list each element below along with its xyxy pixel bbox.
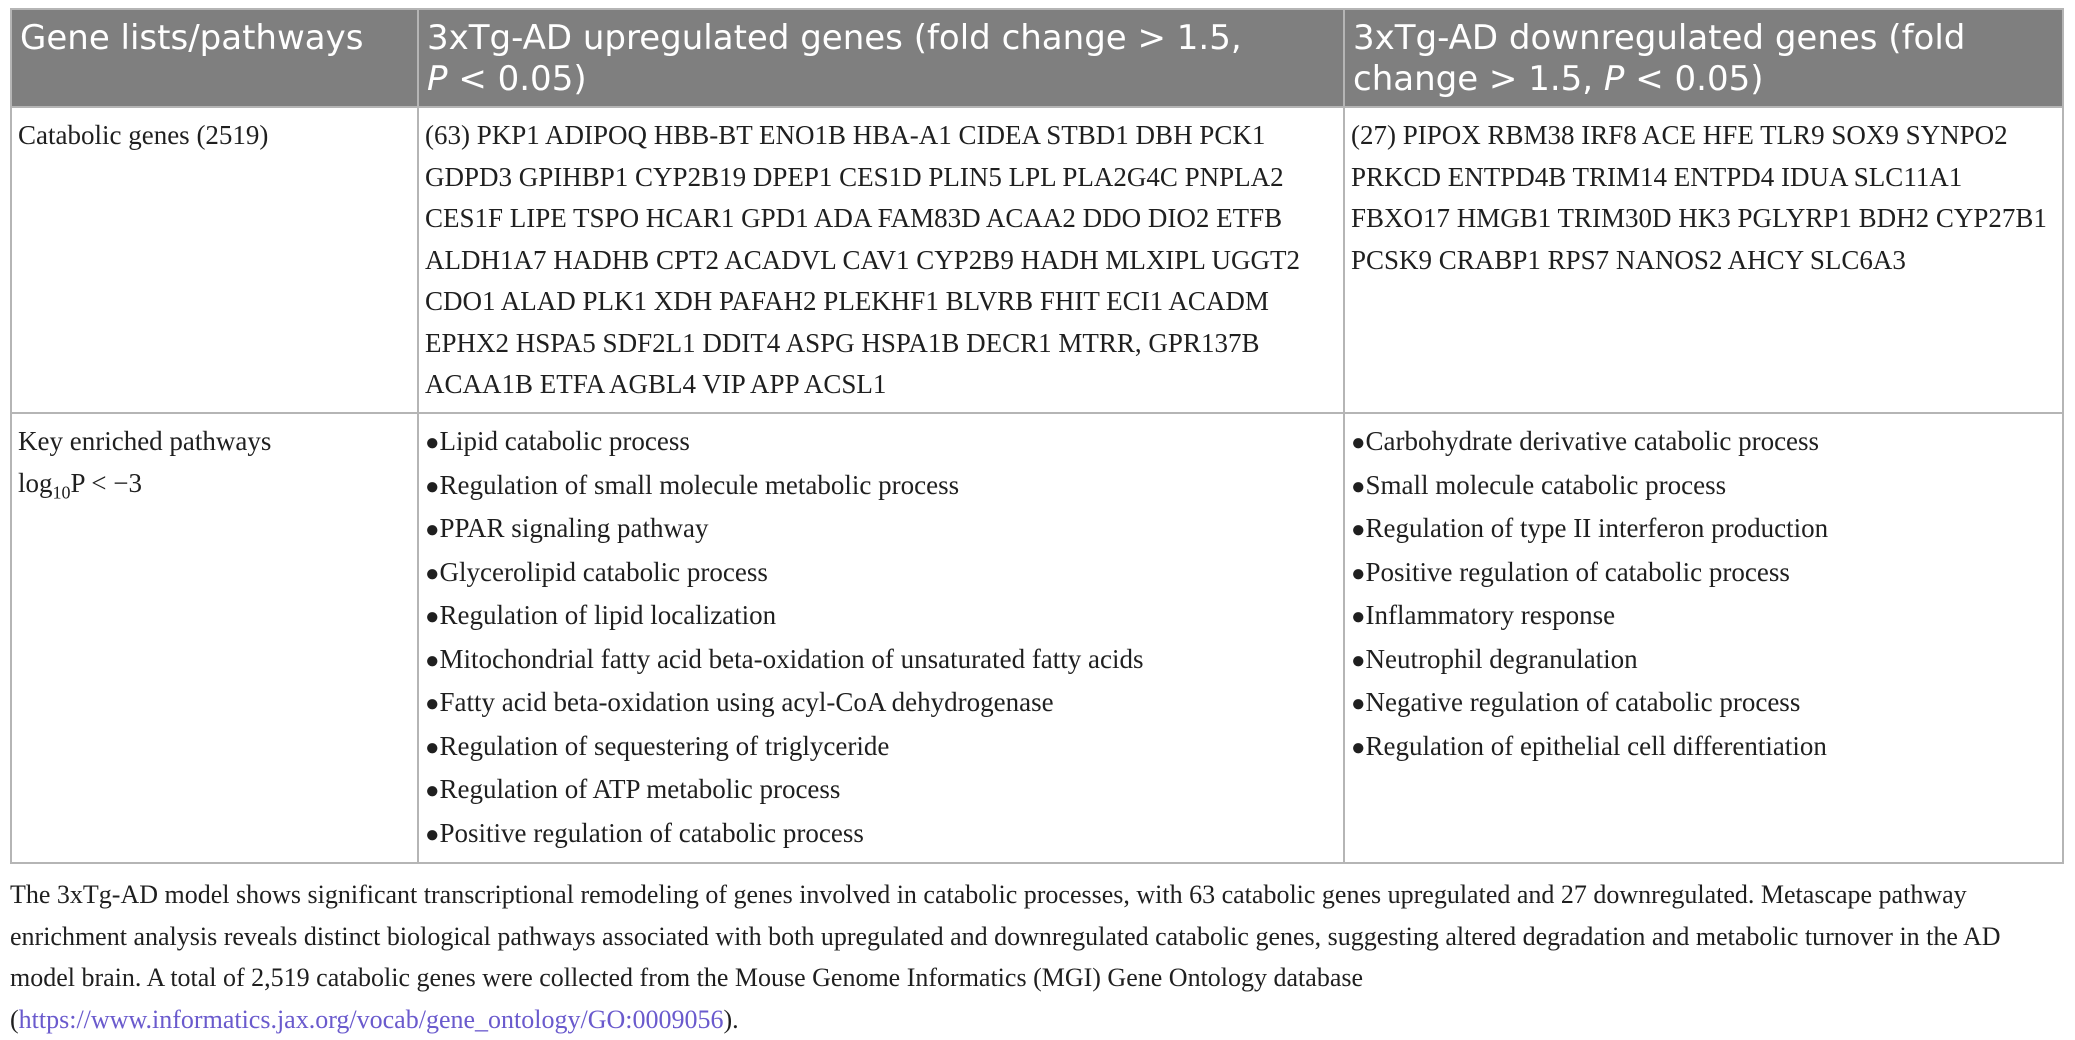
header-upregulated-threshold: < 0.05) <box>447 59 587 99</box>
upregulated-pathway-item <box>425 595 1333 639</box>
bullet-icon: ● <box>425 691 440 717</box>
caption-end: ). <box>723 1004 739 1034</box>
header-gene-lists <box>11 9 418 107</box>
downregulated-pathway-label: Carbohydrate derivative catabolic process <box>1365 426 1820 456</box>
bullet-icon: ● <box>425 778 440 804</box>
downregulated-pathway-item <box>1351 421 2052 465</box>
key-pathways-label <box>11 413 418 863</box>
downregulated-pathway-label: Positive regulation of catabolic process <box>1365 556 1790 587</box>
header-upregulated-p: P <box>427 59 448 99</box>
upregulated-pathway-item <box>425 421 1333 465</box>
upregulated-pathway-label: Regulation of sequestering of triglyceride <box>439 730 890 761</box>
bullet-icon: ● <box>1351 647 1366 674</box>
upregulated-pathway-item <box>425 813 1333 857</box>
upregulated-pathway-item <box>425 682 1333 726</box>
downregulated-pathway-item <box>1351 465 2052 509</box>
table-caption <box>10 874 2068 1040</box>
bullet-icon: ● <box>1351 473 1366 500</box>
log-threshold: P < −3 <box>70 467 142 498</box>
downregulated-pathway-label: Negative regulation of catabolic process <box>1365 687 1801 717</box>
bullet-icon: ● <box>425 734 440 761</box>
downregulated-pathway-item <box>1351 508 2052 552</box>
bullet-icon: ● <box>1351 517 1366 543</box>
key-pathways-label-line1: Key enriched pathways <box>18 426 272 456</box>
bullet-icon: ● <box>425 430 440 456</box>
downregulated-pathways-cell <box>1344 413 2063 863</box>
upregulated-pathway-list <box>425 421 1333 856</box>
bullet-icon: ● <box>1351 604 1366 630</box>
catabolic-genes-label: Catabolic genes (2519) <box>11 107 418 413</box>
upregulated-pathway-item <box>425 508 1333 552</box>
downregulated-pathway-item <box>1351 682 2052 726</box>
upregulated-gene-list: (63) PKP1 ADIPOQ HBB-BT ENO1B HBA-A1 CIDEA STBD1 DBH PCK1 GDPD3 GPIHBP1 CYP2B19 DPEP1 CES1D PLIN5 LPL PLA2G4C PNPLA2 CES1F LIPE TSPO HCAR1 GPD1 ADA FAM83D ACAA2 DDO DIO2 ETFB ALDH1A7 HADHB CPT2 ACADVL CAV1 CYP2B9 HADH MLXIPL UGGT2 CDO1 ALAD PLK1 XDH PAFAH2 PLEKHF1 BLVRB FHIT ECI1 ACADM EPHX2 HSPA5 SDF2L1 DDIT4 ASPG HSPA1B DECR1 MTRR, GPR137B ACAA1B ETFA AGBL4 VIP APP ACSL1 <box>418 107 1344 413</box>
bullet-icon: ● <box>1351 560 1366 587</box>
catabolic-genes-table <box>10 8 2064 864</box>
downregulated-pathway-label: Regulation of epithelial cell differentiation <box>1365 730 1827 761</box>
upregulated-pathway-label: Mitochondrial fatty acid beta-oxidation of unsaturated fatty acids <box>439 643 1144 674</box>
upregulated-pathway-label: Glycerolipid catabolic process <box>439 556 768 587</box>
table-row-key-pathways <box>11 413 2063 863</box>
bullet-icon: ● <box>1351 734 1366 761</box>
bullet-icon: ● <box>1351 691 1366 717</box>
header-downregulated-threshold: < 0.05) <box>1624 59 1764 99</box>
log-label: log <box>18 467 53 498</box>
upregulated-pathway-item <box>425 639 1333 683</box>
header-downregulated <box>1344 9 2063 107</box>
upregulated-pathway-label: Lipid catabolic process <box>439 426 690 456</box>
bullet-icon: ● <box>425 647 440 674</box>
table-row-catabolic-genes <box>11 107 2063 413</box>
upregulated-pathway-label: PPAR signaling pathway <box>439 513 709 543</box>
upregulated-pathway-item <box>425 465 1333 509</box>
upregulated-pathway-label: Fatty acid beta-oxidation using acyl-CoA dehydrogenase <box>439 687 1054 717</box>
downregulated-gene-list: (27) PIPOX RBM38 IRF8 ACE HFE TLR9 SOX9 SYNPO2 PRKCD ENTPD4B TRIM14 ENTPD4 IDUA SLC11A1 FBXO17 HMGB1 TRIM30D HK3 PGLYRP1 BDH2 CYP27B1 PCSK9 CRABP1 RPS7 NANOS2 AHCY SLC6A3 <box>1344 107 2063 413</box>
upregulated-pathway-item <box>425 726 1333 770</box>
upregulated-pathway-item <box>425 552 1333 596</box>
header-upregulated <box>418 9 1344 107</box>
downregulated-pathway-label: Neutrophil degranulation <box>1365 643 1638 674</box>
bullet-icon: ● <box>425 517 440 543</box>
upregulated-pathway-item <box>425 769 1333 813</box>
downregulated-pathway-label: Inflammatory response <box>1365 600 1616 630</box>
bullet-icon: ● <box>425 604 440 630</box>
upregulated-pathway-label: Regulation of ATP metabolic process <box>439 774 841 804</box>
upregulated-pathway-label: Regulation of small molecule metabolic process <box>439 469 960 500</box>
downregulated-pathway-label: Small molecule catabolic process <box>1365 469 1727 500</box>
bullet-icon: ● <box>425 821 440 848</box>
downregulated-pathway-item <box>1351 595 2052 639</box>
bullet-icon: ● <box>425 560 440 587</box>
bullet-icon: ● <box>1351 430 1366 456</box>
log-base-subscript: 10 <box>52 481 71 502</box>
gene-ontology-link[interactable]: https://www.informatics.jax.org/vocab/gene_ontology/GO:0009056 <box>18 1004 724 1034</box>
caption-text: The 3xTg-AD model shows significant transcriptional remodeling of genes involved in catabolic processes, with 63 catabolic genes upregulated and 27 downregulated. Metascape pathway enrichment analysis reveals distinct biological pathways associated with both upregulated and downregulated catabolic genes, suggesting altered degradation and metabolic turnover in the AD model brain. A total of 2,519 catabolic genes were collected from the Mouse Genome Informatics (MGI) Gene Ontology database ( <box>10 880 2001 1034</box>
header-downregulated-p: P <box>1603 59 1625 99</box>
downregulated-pathway-item <box>1351 639 2052 683</box>
header-gene-lists-text: Gene lists/pathways <box>20 18 364 58</box>
upregulated-pathway-label: Positive regulation of catabolic process <box>439 817 864 848</box>
header-upregulated-text: 3xTg-AD upregulated genes (fold change > 1.5, <box>427 18 1242 58</box>
downregulated-pathway-label: Regulation of type II interferon production <box>1365 513 1829 543</box>
downregulated-pathway-list <box>1351 421 2052 769</box>
downregulated-pathway-item <box>1351 552 2052 596</box>
downregulated-pathway-item <box>1351 726 2052 770</box>
upregulated-pathway-label: Regulation of lipid localization <box>439 600 777 630</box>
upregulated-pathways-cell <box>418 413 1344 863</box>
table-header-row <box>11 9 2063 107</box>
header-downregulated-text: 3xTg-AD downregulated genes (fold change > 1.5, <box>1353 18 1966 99</box>
bullet-icon: ● <box>425 473 440 500</box>
